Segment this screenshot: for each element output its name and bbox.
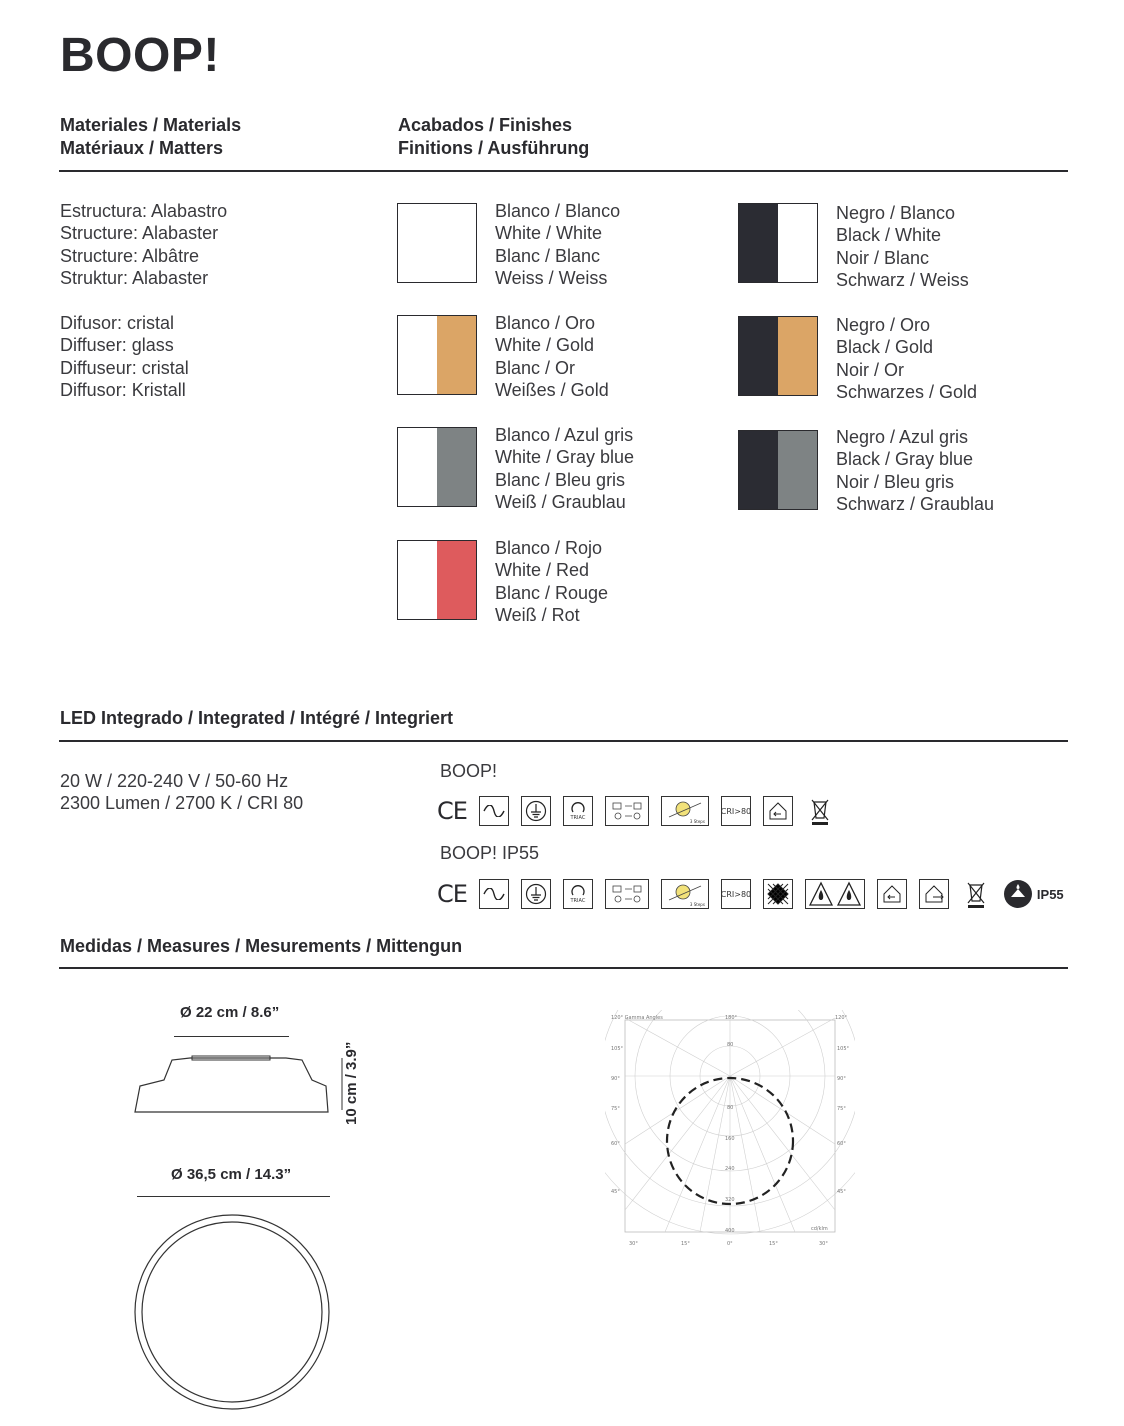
text-line: Diffusor: Kristall [60,380,186,401]
text-line: Weiß / Graublau [495,492,626,513]
finishes-heading [398,114,589,160]
text-line: Structure: Albâtre [60,245,200,266]
three-step-dimming-icon [661,796,709,826]
polar-label: 15° [681,1241,690,1247]
dimension-line [137,1196,330,1197]
materials-heading-line: Matériaux / Matters [60,138,224,158]
certification-row [437,796,835,826]
model-label: BOOP! [440,761,498,781]
text-line: Diffuseur: cristal [60,357,189,378]
polar-label: 45° [837,1189,846,1195]
ce-mark-icon: CE [437,880,467,908]
text-line: 20 W / 220-240 V / 50-60 Hz [60,771,289,791]
cri-label: CRI>80 [720,806,752,816]
outdoor-use-icon [919,879,949,909]
text-line: Noir / Blanc [836,247,930,268]
ip55-icon [1003,879,1033,909]
text-line: Blanc / Rouge [495,582,609,603]
finish-swatch [738,430,818,510]
page-title: BOOP! [60,29,220,82]
swatch-left [739,204,778,282]
text-line: Negro / Oro [836,315,931,335]
polar-label: 0° [727,1241,733,1247]
text-line: Structure: Alabaster [60,223,219,244]
finish-swatch [397,427,477,507]
text-line: Difusor: cristal [60,313,175,333]
swatch-right [437,428,476,506]
text-line: Blanco / Azul gris [495,425,634,445]
diameter-label: Ø 36,5 cm / 14.3” [171,1166,292,1183]
swatch-right [778,204,817,282]
swatch-left [398,428,437,506]
measures-heading: Medidas / Measures / Mesurements / Mittengun [60,936,463,956]
polar-label: cd/klm [811,1226,828,1232]
led-heading: LED Integrado / Integrated / Intégré / Integriert [60,708,454,728]
text-line: White / Gray blue [495,447,635,468]
finish-swatch [397,315,477,395]
weee-bin-icon [961,879,991,909]
text-line: Blanco / Rojo [495,538,603,558]
swatch-left [398,316,437,394]
ac-current-icon [479,796,509,826]
swatch-left [739,431,778,509]
polar-label: 120° Gamma Angles [611,1015,663,1021]
side-profile-drawing [130,1050,370,1130]
text-line: Diffuser: glass [60,335,174,356]
polar-label: 90° [837,1076,846,1082]
swatch-left [398,541,437,619]
text-line: Black / Gold [836,337,934,358]
text-line: Blanc / Blanc [495,245,601,266]
text-line: Noir / Or [836,359,905,380]
text-line: Black / White [836,225,942,246]
text-line: Negro / Blanco [836,203,956,223]
indoor-use-icon [763,796,793,826]
led-specs [60,770,303,815]
indoor-use-icon [877,879,907,909]
cri-label: CRI>80 [720,889,752,899]
earth-ground-icon [521,796,551,826]
polar-label: 75° [611,1106,620,1112]
text-line: Estructura: Alabastro [60,201,228,221]
polar-label: 400 [725,1228,735,1234]
top-view-drawing [130,1210,334,1414]
text-line: Blanc / Or [495,357,576,378]
polar-label: 105° [837,1046,850,1052]
finish-swatch [738,316,818,396]
text-line: Blanc / Bleu gris [495,469,626,490]
text-line: White / White [495,223,603,244]
earth-ground-icon [521,879,551,909]
text-line: Weiß / Rot [495,605,580,626]
structure-text [60,200,227,290]
text-line: Weißes / Gold [495,380,609,401]
water-protected-icon [805,879,865,909]
finish-swatch [397,540,477,620]
steps-label: 3 Steps [689,901,705,907]
polar-light-distribution-diagram [605,1010,855,1250]
text-line: 2300 Lumen / 2700 K / CRI 80 [60,793,304,814]
text-line: Schwarz / Graublau [836,494,995,515]
finishes-heading-line: Acabados / Finishes [398,115,573,135]
polar-label: 90° [611,1076,620,1082]
finish-swatch [397,203,477,283]
swatch-right [437,204,476,282]
weee-bin-icon [805,796,835,826]
ip55-label: IP55 [1036,886,1064,902]
swatch-right [437,316,476,394]
polar-label: 160 [725,1136,735,1142]
finishes-heading-line: Finitions / Ausführung [398,138,590,158]
swatch-left [739,317,778,395]
model-label: BOOP! IP55 [440,843,540,863]
polar-label: 120° [835,1015,848,1021]
text-line: White / Gold [495,335,595,356]
polar-label: 105° [611,1046,624,1052]
ac-current-icon [479,879,509,909]
finish-label [495,200,620,290]
cri-80-icon [721,796,751,826]
steps-label: 3 Steps [689,818,705,824]
top-diameter-label: Ø 22 cm / 8.6” [180,1004,280,1021]
dimmable-triac-icon [563,879,593,909]
remote-control-icon [605,879,649,909]
triac-label: TRIAC [570,898,586,904]
text-line: Weiss / Weiss [495,268,608,289]
finish-label [836,426,994,516]
materials-heading [60,114,241,160]
text-line: Struktur: Alabaster [60,268,209,289]
ip55-badge [1003,879,1064,909]
divider [59,740,1068,742]
polar-label: 30° [629,1241,638,1247]
text-line: White / Red [495,560,590,581]
height-label: 10 cm / 3.9” [343,1041,360,1125]
polar-label: 240 [725,1166,735,1172]
text-line: Schwarzes / Gold [836,382,978,403]
ce-mark-icon: CE [437,797,467,825]
polar-label: 180° [725,1015,738,1021]
swatch-right [778,317,817,395]
finish-label [495,424,634,514]
polar-label: 45° [611,1189,620,1195]
swatch-right [437,541,476,619]
text-line: Black / Gray blue [836,449,974,470]
cri-80-icon [721,879,751,909]
text-line: Blanco / Blanco [495,201,621,221]
finish-label [836,202,969,292]
text-line: Blanco / Oro [495,313,596,333]
divider [59,967,1068,969]
dust-protected-icon [763,879,793,909]
materials-heading-line: Materiales / Materials [60,115,242,135]
polar-label: 15° [769,1241,778,1247]
finish-label [836,314,977,404]
dimension-line [174,1036,289,1037]
triac-label: TRIAC [570,815,586,821]
polar-label: 60° [837,1141,846,1147]
remote-control-icon [605,796,649,826]
dimmable-triac-icon [563,796,593,826]
polar-label: 320 [725,1197,735,1203]
certification-row [437,879,1064,909]
diffuser-text [60,312,189,402]
polar-label: 60° [611,1141,620,1147]
finish-label [495,537,608,627]
three-step-dimming-icon [661,879,709,909]
polar-label: 80 [727,1042,734,1048]
swatch-right [778,431,817,509]
finish-label [495,312,609,402]
polar-label: 75° [837,1106,846,1112]
polar-label: 30° [819,1241,828,1247]
polar-label: 80 [727,1105,734,1111]
divider [59,170,1068,172]
text-line: Negro / Azul gris [836,427,969,447]
swatch-left [398,204,437,282]
text-line: Schwarz / Weiss [836,270,969,291]
text-line: Noir / Bleu gris [836,471,955,492]
finish-swatch [738,203,818,283]
